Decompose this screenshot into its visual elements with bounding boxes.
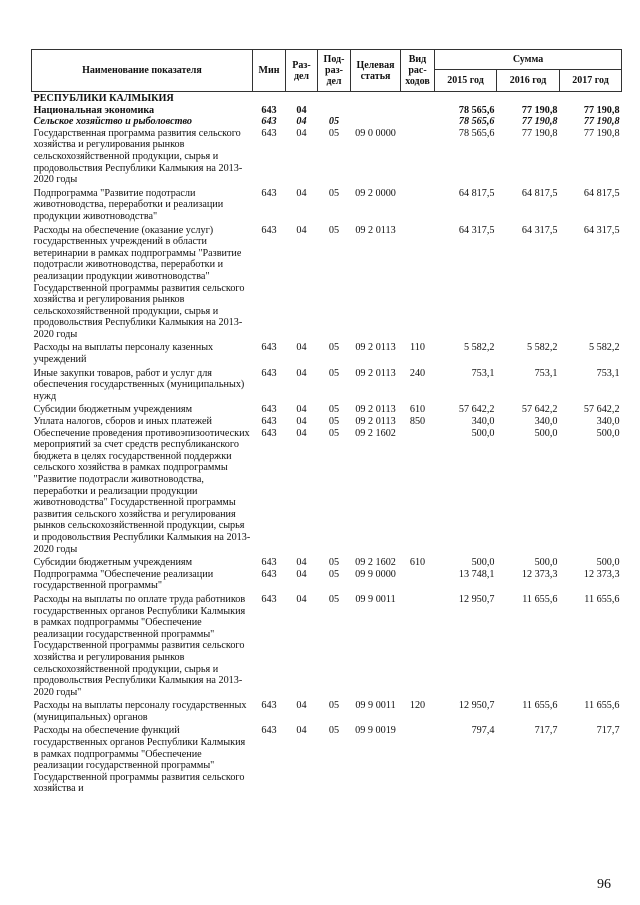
table-row [32,402,622,416]
header-name: Наименование показателя [32,50,253,92]
row-2017: 77 190,8 [583,127,620,139]
row-2016: 77 190,8 [521,116,558,128]
row-2015: 500,0 [471,427,495,439]
row-2015: 797,4 [471,725,495,737]
row-2017: 77 190,8 [583,116,620,128]
row-min: 643 [261,104,277,116]
row-name: Государственная программа развития сельского хозяйства и регулирования рынков сельскохозяйственной продукции, сырья и продовольствия Республики Калмыкия на 2013-2020 годы [33,127,243,186]
row-podrazdel: 05 [328,416,340,428]
row-min: 643 [261,127,277,139]
row-2015: 64 317,5 [458,224,495,236]
table-row [32,223,622,341]
row-podrazdel: 05 [328,187,340,199]
row-name: Расходы на выплаты персоналу казенных учреждений [33,342,214,366]
row-target: 09 2 0113 [355,416,396,428]
row-2016: 500,0 [534,427,558,439]
row-razdel: 04 [296,342,307,354]
row-2015: 64 817,5 [458,187,495,199]
row-name: Иные закупки товаров, работ и услуг для обеспечения государственных (муниципальных) нужд [33,367,245,402]
row-target: 09 2 1602 [355,557,396,569]
row-min: 643 [261,725,277,737]
table-row [32,569,622,592]
row-type: 120 [409,700,426,712]
header-podrazdel: Под- раз- дел [318,50,351,92]
row-type: 850 [409,416,426,428]
table-row [32,116,622,128]
row-target: 09 9 0019 [355,725,396,737]
table-row [32,366,622,403]
row-podrazdel: 05 [328,568,340,580]
row-2016: 500,0 [534,557,558,569]
row-type: 110 [410,342,425,354]
row-podrazdel: 05 [328,367,340,379]
row-name: Подпрограмма "Развитие подотрасли животноводства, переработки и реализации продукции животноводства" [33,187,224,222]
row-name: Субсидии бюджетным учреждениям [33,404,193,416]
row-target: 09 2 0113 [355,367,396,379]
row-min: 643 [261,404,277,416]
row-2015: 78 565,6 [458,104,495,116]
row-2015: 78 565,6 [458,116,495,128]
row-razdel: 04 [296,404,307,416]
row-podrazdel: 05 [328,593,340,605]
row-razdel: 04 [296,224,307,236]
row-2016: 11 655,6 [522,700,558,712]
row-razdel: 04 [296,116,307,128]
row-podrazdel: 05 [328,557,340,569]
row-min: 643 [261,427,277,439]
row-type: 610 [409,557,426,569]
row-2017: 500,0 [596,557,620,569]
row-type [401,186,435,223]
row-type [401,723,435,795]
row-2015: 12 950,7 [458,593,495,605]
row-2017: 64 817,5 [583,187,620,199]
row-name: Расходы на выплаты по оплате труда работников государственных органов Республики Калмыкия в рамках подпрограммы "Обеспечение реализации государственной программы" Государственной программы развития сельского хозяйства и регулирования рынков сельскохозяйственной продукции, сырья и продовольствия Республики Калмыкия на 2013-2020 годы" [33,593,246,698]
row-2016: 57 642,2 [521,404,558,416]
table-row [32,340,622,365]
row-min: 643 [261,416,277,428]
row-podrazdel: 05 [328,116,340,128]
row-2017: 77 190,8 [583,104,620,116]
row-razdel: 04 [296,416,307,428]
row-2015: 13 748,1 [458,568,495,580]
row-2017: 500,0 [596,427,620,439]
row-type [401,569,435,592]
page-number: 96 [597,877,611,892]
row-min: 643 [261,568,277,580]
table-body [32,92,622,796]
row-podrazdel: 05 [328,427,340,439]
row-2017: 12 373,3 [583,568,620,580]
row-target: 09 9 0000 [355,568,396,580]
row-name: Сельское хозяйство и рыболовство [33,116,193,128]
row-razdel: 04 [296,104,307,116]
row-type [401,105,435,117]
header-2016: 2016 год [497,70,560,92]
row-2015: 57 642,2 [458,404,495,416]
republic-title: РЕСПУБЛИКИ КАЛМЫКИЯ [33,93,174,104]
row-min: 643 [261,557,277,569]
row-target: 09 0 0000 [355,127,396,139]
row-name: Уплата налогов, сборов и иных платежей [33,416,212,428]
table-row [32,428,622,556]
row-2015: 500,0 [471,557,495,569]
row-2017: 11 655,6 [584,593,620,605]
row-type [401,128,435,186]
row-2016: 64 317,5 [521,224,558,236]
row-min: 643 [261,187,277,199]
header-min: Мин [253,50,286,92]
row-podrazdel: 05 [328,224,340,236]
row-razdel: 04 [296,568,307,580]
row-name: Расходы на выплаты персоналу государственных (муниципальных) органов [33,700,247,723]
table-row [32,416,622,428]
row-type [401,592,435,698]
row-podrazdel: 05 [328,725,340,737]
header-type: Вид рас- ходов [401,50,435,92]
header-2017: 2017 год [560,70,622,92]
header-target: Целевая статья [351,50,401,92]
budget-table [31,49,622,795]
header-2015: 2015 год [435,70,497,92]
row-min: 643 [261,700,277,712]
row-target: 09 2 0000 [355,187,396,199]
row-name: Национальная экономика [33,104,155,116]
table-row [32,105,622,117]
row-name: Обеспечение проведения противоэпизоотических мероприятий за счет средств республиканского бюджета в целях государственной поддержки сельского хозяйства в рамках подпрограммы "Развитие подотрасли животноводства, переработки и реализации продукции животноводства" Государственной программы развития сельского хозяйства и регулирования рынков сельскохозяйственной продукции, сырья и продовольствия Республики Калмыкия на 2013-2020 годы [33,427,251,555]
row-min: 643 [261,224,277,236]
row-2016: 64 817,5 [521,187,558,199]
row-name: Подпрограмма "Обеспечение реализации государственной программы" [33,568,214,592]
table-row [32,723,622,795]
row-min: 643 [261,593,277,605]
row-2017: 57 642,2 [583,404,620,416]
row-name: Субсидии бюджетным учреждениям [33,557,193,569]
row-razdel: 04 [296,427,307,439]
row-podrazdel: 05 [328,127,340,139]
row-2015: 12 950,7 [458,700,495,712]
row-podrazdel: 05 [328,700,340,712]
row-razdel: 04 [296,187,307,199]
header-razdel: Раз- дел [286,50,318,92]
row-2016: 5 582,2 [526,342,558,354]
row-2016: 77 190,8 [521,104,558,116]
table-row [32,592,622,698]
row-2016: 753,1 [534,367,558,379]
row-2015: 78 565,6 [458,127,495,139]
row-type: 610 [409,404,426,416]
row-type [401,116,435,128]
table-row [32,128,622,186]
row-target: 09 9 0011 [355,700,396,712]
row-2017: 717,7 [596,725,620,737]
row-2017: 340,0 [596,416,620,428]
row-2016: 77 190,8 [521,127,558,139]
row-2016: 11 655,6 [522,593,558,605]
row-podrazdel [318,105,351,117]
row-min: 643 [261,367,277,379]
table-row [32,186,622,223]
row-razdel: 04 [296,725,307,737]
row-type [401,223,435,341]
row-2016: 340,0 [534,416,558,428]
row-2016: 717,7 [534,725,558,737]
row-target: 09 2 1602 [355,427,396,439]
table-row [32,698,622,723]
row-razdel: 04 [296,700,307,712]
row-2015: 753,1 [471,367,495,379]
header-sum: Сумма [435,50,622,70]
row-podrazdel: 05 [328,404,340,416]
row-2017: 11 655,6 [584,700,620,712]
row-2015: 5 582,2 [463,342,495,354]
row-name: Расходы на обеспечение функций государственных органов Республики Калмыкия в рамках подпрограммы "Обеспечение реализации государственной программы" Государственной программы развития сельского хозяйства и [33,725,246,795]
row-target: 09 2 0113 [355,224,396,236]
row-razdel: 04 [296,367,307,379]
row-type: 240 [409,367,426,379]
row-name: Расходы на обеспечение (оказание услуг) государственных учреждений в области ветеринарии в рамках подпрограммы "Развитие подотрасли животноводства, переработки и реализации продукции животноводства" Государственной программы развития сельского хозяйства и регулирования рынков сельскохозяйственной продукции, сырья и продовольствия Республики Калмыкия на 2013-2020 годы [33,224,245,340]
row-2016: 12 373,3 [521,568,558,580]
table-row [32,555,622,569]
row-min: 643 [261,342,277,354]
row-2015: 340,0 [471,416,495,428]
row-target: 09 2 0113 [355,342,396,354]
row-podrazdel: 05 [328,342,340,354]
row-razdel: 04 [296,593,307,605]
row-type [401,428,435,556]
row-2017: 753,1 [596,367,620,379]
row-razdel: 04 [296,127,307,139]
row-target: 09 9 0011 [355,593,396,605]
row-target [351,116,401,128]
row-min: 643 [261,116,277,128]
row-razdel: 04 [296,557,307,569]
row-2017: 5 582,2 [588,342,620,354]
row-target: 09 2 0113 [355,404,396,416]
row-2017: 64 317,5 [583,224,620,236]
row-target [351,105,401,117]
